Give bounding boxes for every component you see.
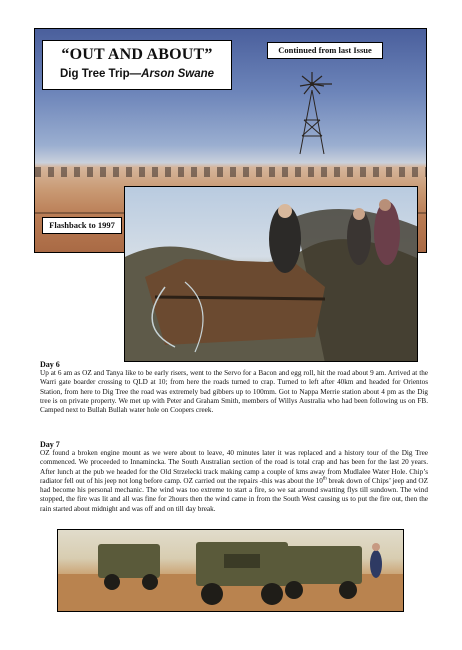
- day6-heading: Day 6: [40, 360, 60, 369]
- day7-superscript: th: [322, 476, 327, 482]
- day7-paragraph: [40, 449, 428, 514]
- scrub-line: [35, 167, 426, 177]
- day7-heading: Day 7: [40, 440, 60, 449]
- jeep-wreck-illustration: [125, 187, 418, 362]
- subtitle-author: Arson Swane: [141, 68, 215, 80]
- day6-paragraph: Up at 6 am as OZ and Tanya like to be early risers, went to the Servo for a Bacon and egg roll, hit the road about 9 am. Arrived at the Warri gate boarder crossing to QLD at 10; from here the roads turned to crap. Turned to left after 40km and headed for Orientos Station, from here to Dig Tree the road was extremely bad gibbers up to 100mm. Got to Nappa Merrie station about 4 pm as the Dig tree is on private property. We met up with Peter and Graham Smith, members of Willys Australia who had been following us on FB. Camped next to Bullah Bullah water hole on Coopers creek.: [40, 369, 428, 415]
- page-title: “OUT AND ABOUT”: [61, 46, 213, 63]
- continued-badge: Continued from last Issue: [267, 42, 383, 59]
- title-box: [42, 40, 232, 90]
- subtitle-prefix: Dig Tree Trip—: [59, 68, 142, 80]
- jeeps-illustration: [58, 530, 404, 612]
- jeeps-convoy-photo: [57, 529, 404, 612]
- windmill-icon: [286, 70, 338, 155]
- day7-text-b: break down of Chips’ jeep and OZ had become his personal mechanic. The wind was too extreme to start a fire, so we sat around swatting flys till sundown. The wind stopped, the fire was lit and all was fine for 2hours then the wind came in from the South West causing us to put the fire out, then the rain started about midnight and was off and on till day break.: [40, 476, 428, 513]
- flashback-badge: Flashback to 1997: [42, 217, 122, 234]
- day7-text-a: OZ found a broken engine mount as we were about to leave, 40 minutes later it was replaced and a history tour of the Dig Tree commenced. We proceeded to Innamincka. The South Australian section of the road is total crap and has been for the last 20 years. After lunch at the pub we headed for the Old Strzelecki track making camp a couple of kms away from Mudlalee Water Hole. Chip’s radiator fell out of his jeep not long before camp. OZ carried out the repairs -this was about the 10: [40, 449, 428, 485]
- jeep-wreck-photo: [124, 186, 418, 362]
- page-subtitle: [43, 68, 231, 80]
